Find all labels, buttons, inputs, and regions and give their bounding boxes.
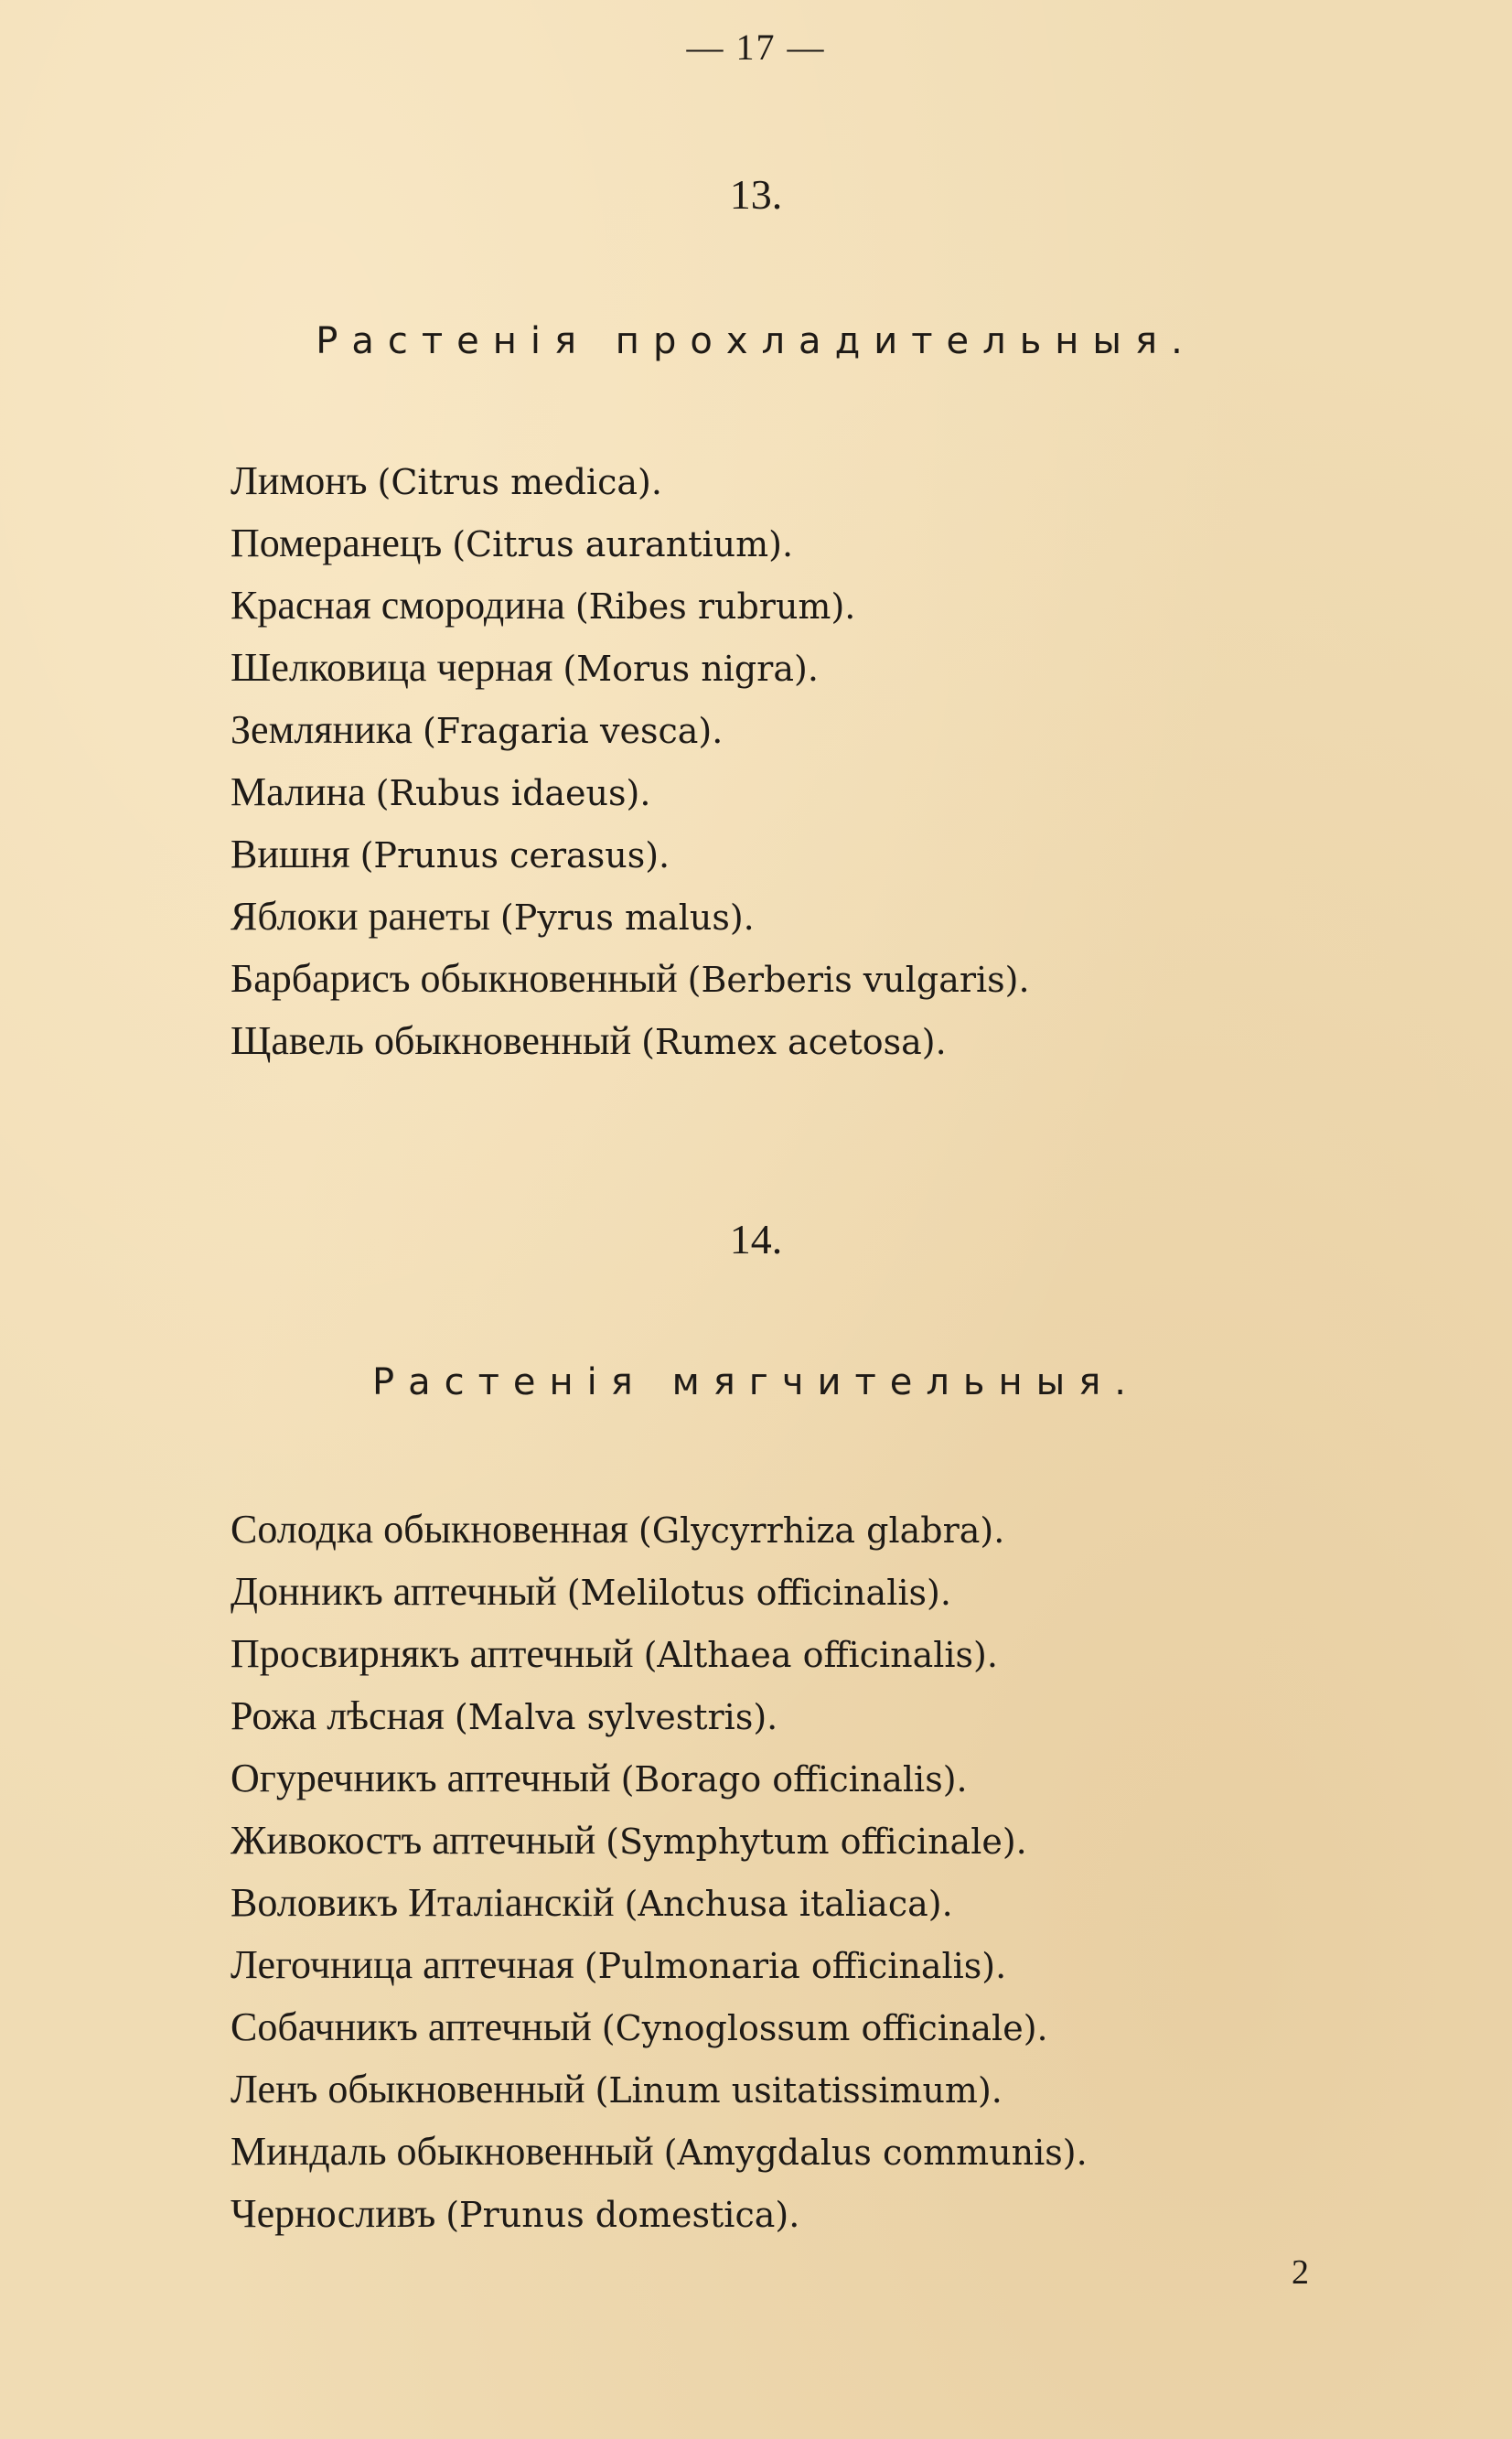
plant-name: Огуречникъ аптечный [231, 1756, 611, 1800]
list-item [231, 948, 1030, 1010]
plant-latin-name: (Pulmonaria officinalis). [584, 1946, 1007, 1986]
plant-list [231, 450, 1030, 1072]
list-item [231, 512, 1030, 575]
plant-name: Барбарисъ обыкновенный [231, 956, 678, 1001]
plant-latin-name: (Cynoglossum officinale). [601, 2008, 1048, 2048]
section-title: Растенія мягчительныя. [371, 1361, 1141, 1403]
plant-name: Яблоки ранеты [231, 894, 490, 939]
list-item [231, 1872, 1088, 1934]
plant-name: Живокостъ аптечный [231, 1818, 596, 1863]
list-item [231, 1010, 1030, 1072]
plant-latin-name: (Fragaria vesca). [422, 711, 724, 751]
sheet-signature-number: 2 [1292, 2253, 1309, 2292]
list-item [231, 886, 1030, 948]
plant-name: Лимонъ [231, 458, 368, 503]
plant-name: Солодка обыкновенная [231, 1507, 628, 1552]
page-number: — 17 — [686, 27, 826, 68]
list-item [231, 1810, 1088, 1872]
plant-name: Рожа лѣсная [231, 1693, 445, 1738]
plant-name: Черносливъ [231, 2191, 436, 2236]
list-item [231, 1623, 1088, 1685]
plant-name: Померанецъ [231, 521, 443, 565]
plant-latin-name: (Morus nigra). [563, 649, 819, 689]
list-item [231, 1747, 1088, 1810]
plant-latin-name: (Citrus aurantium). [452, 524, 794, 564]
plant-list [231, 1499, 1088, 2245]
plant-latin-name: (Rubus idaeus). [375, 773, 651, 813]
plant-latin-name: (Rumex acetosa). [641, 1022, 947, 1062]
plant-name: Донникъ аптечный [231, 1569, 557, 1614]
list-item [231, 1499, 1088, 1561]
plant-name: Собачникъ аптечный [231, 2004, 592, 2049]
plant-name: Легочница аптечная [231, 1942, 574, 1987]
list-item [231, 637, 1030, 699]
plant-name: Вишня [231, 832, 350, 876]
plant-latin-name: (Prunus domestica). [445, 2195, 800, 2235]
section-number: 14. [729, 1216, 783, 1262]
plant-latin-name: (Citrus medica). [377, 462, 662, 502]
plant-latin-name: (Althaea officinalis). [643, 1635, 998, 1675]
plant-name: Воловикъ Италіанскій [231, 1880, 615, 1925]
plant-latin-name: (Melilotus officinalis). [566, 1573, 951, 1613]
list-item [231, 2058, 1088, 2121]
plant-name: Миндаль обыкновенный [231, 2129, 654, 2174]
plant-latin-name: (Malva sylvestris). [454, 1697, 778, 1737]
list-item [231, 1934, 1088, 1996]
list-item [231, 761, 1030, 823]
list-item [231, 2121, 1088, 2183]
section-number: 13. [729, 171, 783, 218]
list-item [231, 699, 1030, 761]
plant-latin-name: (Ribes rubrum). [574, 586, 856, 627]
plant-name: Щавель обыкновенный [231, 1018, 632, 1063]
plant-name: Земляника [231, 707, 413, 752]
plant-latin-name: (Linum usitatissimum). [595, 2070, 1003, 2111]
plant-latin-name: (Borago officinalis). [620, 1759, 968, 1800]
list-item [231, 575, 1030, 637]
list-item [231, 2183, 1088, 2245]
plant-latin-name: (Prunus cerasus). [359, 835, 670, 876]
plant-name: Малина [231, 769, 366, 814]
plant-latin-name: (Anchusa italiaca). [624, 1884, 953, 1924]
plant-latin-name: (Symphytum officinale). [606, 1821, 1027, 1862]
plant-name: Шелковица черная [231, 645, 553, 690]
plant-latin-name: (Berberis vulgaris). [687, 960, 1030, 1000]
list-item [231, 1561, 1088, 1623]
list-item [231, 450, 1030, 512]
plant-latin-name: (Amygdalus communis). [663, 2133, 1088, 2173]
plant-name: Просвирнякъ аптечный [231, 1631, 634, 1676]
list-item [231, 823, 1030, 886]
plant-latin-name: (Glycyrrhiza glabra). [638, 1510, 1005, 1551]
section-title: Растенія прохладительныя. [316, 320, 1196, 362]
plant-name: Красная смородина [231, 583, 565, 628]
list-item [231, 1685, 1088, 1747]
list-item [231, 1996, 1088, 2058]
plant-name: Ленъ обыкновенный [231, 2067, 585, 2111]
plant-latin-name: (Pyrus malus). [499, 897, 755, 938]
